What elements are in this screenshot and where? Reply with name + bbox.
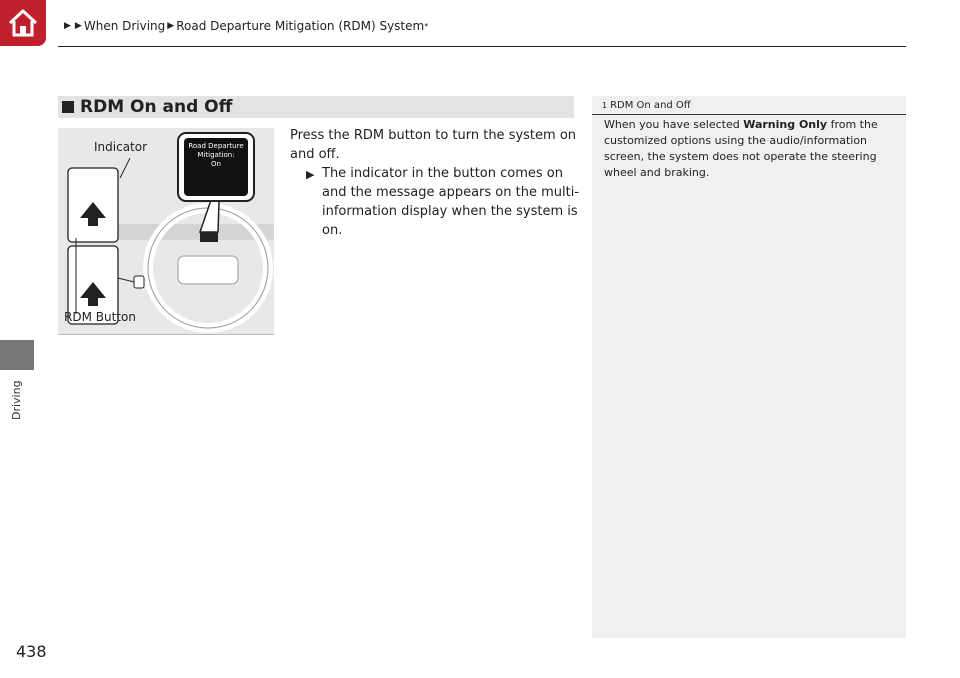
reference-icon: 1 — [602, 100, 608, 110]
sidebar-title-text: RDM On and Off — [610, 99, 691, 111]
breadcrumb-link-rdm[interactable]: Road Departure Mitigation (RDM) System — [176, 19, 425, 33]
triangle-right-icon: ▶ — [74, 21, 82, 31]
home-icon — [6, 7, 40, 39]
callout-rdm-button: RDM Button — [64, 310, 136, 324]
side-tab-label: Driving — [10, 380, 23, 420]
triangle-right-icon: ▶ — [306, 168, 315, 181]
section-heading — [58, 96, 574, 118]
asterisk-mark: * — [424, 21, 429, 31]
sidebar-text: When you have selected Warning Only from the customized options using the audio/information screen, the system does not operate the steering wheel and braking. — [604, 118, 878, 179]
section-body — [290, 126, 580, 240]
page-number: 438 — [16, 642, 47, 661]
triangle-right-icon: ▶ — [64, 21, 71, 31]
breadcrumb-link-when-driving[interactable]: When Driving — [83, 19, 166, 33]
callout-indicator: Indicator — [94, 140, 148, 154]
body-paragraph: Press the RDM button to turn the system on and off. — [290, 128, 577, 162]
sidebar-title — [592, 96, 906, 115]
home-button[interactable] — [0, 0, 46, 46]
dashboard-illustration — [58, 128, 274, 335]
display-message: Road Departure Mitigation: On — [188, 142, 244, 168]
breadcrumb — [62, 19, 428, 33]
section-title: RDM On and Off — [80, 97, 233, 117]
header-divider — [58, 46, 906, 47]
sub-item-text: The indicator in the button comes on and the message appears on the multi-information display when the system is on. — [322, 166, 580, 238]
sub-item — [306, 164, 580, 240]
warning-only-term: Warning Only — [743, 118, 828, 131]
square-bullet-icon — [62, 101, 74, 113]
triangle-right-icon: ▶ — [167, 21, 175, 31]
